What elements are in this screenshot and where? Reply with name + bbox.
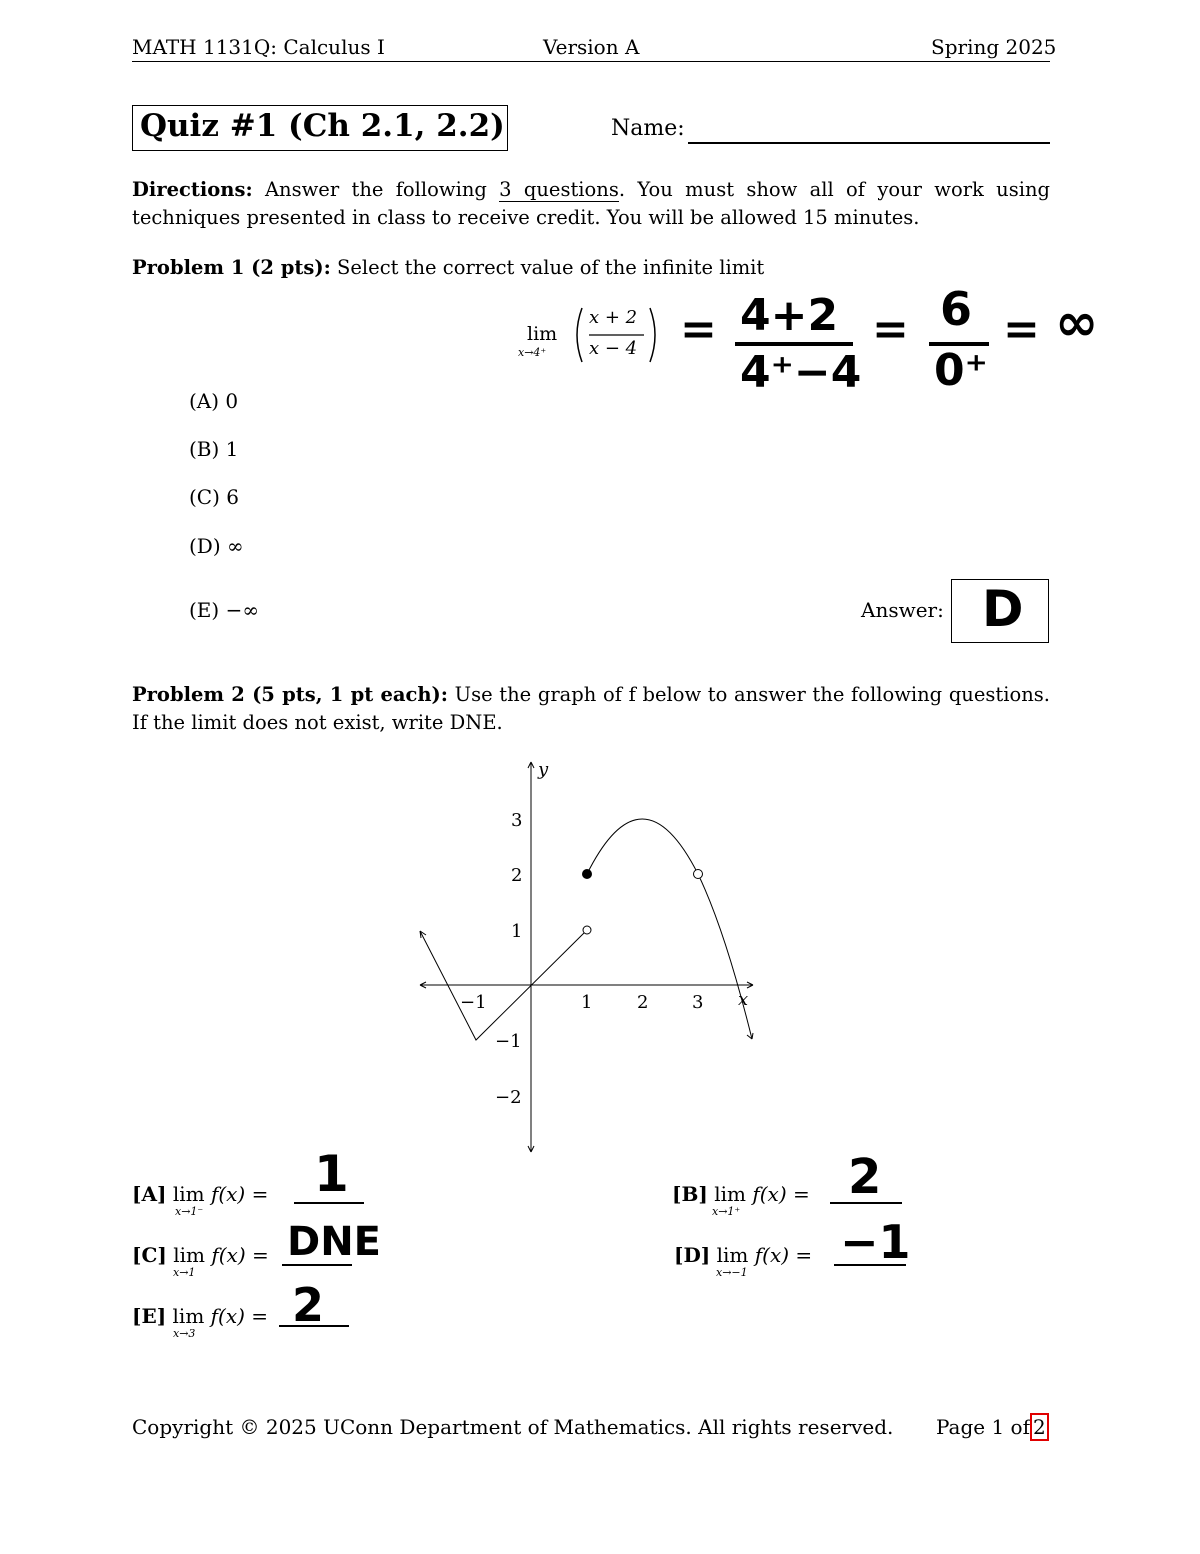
handwritten-equals-2: = [872,304,909,355]
part-b-label: [B] [672,1182,708,1206]
copyright-notice: Copyright © 2025 UConn Department of Mathematics. All rights reserved. [132,1415,894,1439]
name-field[interactable] [688,142,1050,144]
handwritten-equals-1: = [680,304,717,355]
part-e [132,1304,268,1328]
y-axis-label: y [538,759,549,780]
part-d-lim: lim [716,1243,749,1267]
directions [132,176,1050,232]
part-e-answer: 2 [292,1278,325,1332]
closed-point-1-2 [582,869,592,879]
handwritten-den-2: 0⁺ [934,345,988,396]
course-title: MATH 1131Q: Calculus I [132,35,385,59]
x-axis-label: x [738,989,749,1010]
problem1-heading [132,256,764,279]
y-tick-1: 1 [511,921,523,942]
choice-d[interactable]: (D) ∞ [189,534,244,558]
part-d-label: [D] [674,1243,711,1267]
choice-c[interactable]: (C) 6 [189,485,239,509]
handwritten-fraction-bar-1 [735,342,853,346]
x-tick-1: 1 [581,992,593,1013]
answer-label: Answer: [861,598,944,622]
part-c-sub: x→1 [173,1266,196,1279]
y-tick-3: 3 [511,810,523,831]
problem1-numerator: x + 2 [589,307,638,328]
part-a-label: [A] [132,1182,167,1206]
part-e-lim: lim [172,1304,205,1328]
choice-b[interactable]: (B) 1 [189,437,239,461]
open-point-1-1 [583,926,591,934]
part-d-expr: f(x) = [754,1243,813,1267]
part-a-lim: lim [172,1182,205,1206]
part-b-sub: x→1⁺ [712,1205,741,1218]
choice-a[interactable]: (A) 0 [189,389,239,413]
part-c-lim: lim [173,1243,205,1267]
part-d [674,1243,812,1267]
y-tick-2: 2 [511,865,523,886]
problem1-lim-sub: x→4⁺ [518,346,547,359]
curve-parabola-piece [587,819,753,1039]
part-a [132,1182,268,1206]
header-rule [132,61,1050,62]
part-b-answer: 2 [848,1149,882,1205]
part-e-label: [E] [132,1304,167,1328]
part-b-lim: lim [714,1182,746,1206]
y-tick-neg2: −2 [495,1087,522,1108]
quiz-title: Quiz #1 (Ch 2.1, 2.2) [140,108,505,144]
handwritten-result: ∞ [1055,293,1099,353]
part-e-sub: x→3 [173,1327,196,1340]
x-tick-2: 2 [637,992,649,1013]
version-label: Version A [543,35,640,59]
part-d-answer: −1 [840,1215,911,1269]
y-axis [528,762,534,1152]
problem2-label: Problem 2 (5 pts, 1 pt each): [132,683,448,706]
x-axis [420,982,753,988]
part-b-expr: f(x) = [752,1182,810,1206]
problem1-lim: lim [527,323,558,345]
problem1-prompt: Select the correct value of the infinite limit [337,256,765,279]
page-prefix: Page 1 of [936,1415,1031,1439]
choice-e[interactable]: (E) −∞ [189,598,259,622]
part-a-expr: f(x) = [210,1182,269,1206]
part-b [672,1182,810,1206]
name-label: Name: [611,116,685,141]
part-e-expr: f(x) = [210,1304,269,1328]
directions-label: Directions: [132,178,253,201]
part-c-label: [C] [132,1243,167,1267]
x-tick-3: 3 [692,992,704,1013]
part-c-expr: f(x) = [211,1243,269,1267]
term-label: Spring 2025 [931,35,1057,59]
part-a-sub: x→1⁻ [175,1205,204,1218]
problem1-label: Problem 1 (2 pts): [132,256,331,279]
function-graph [400,750,780,1170]
directions-text-pre: Answer the following [264,178,487,201]
handwritten-answer: D [982,580,1024,638]
problem2-prompt: Use the graph of f below to answer the following questions. If the limit does not exist, write DNE. [132,683,1050,734]
part-a-answer: 1 [314,1145,349,1203]
problem1-denominator: x − 4 [589,338,638,359]
part-d-sub: x→−1 [716,1266,748,1279]
x-tick-neg1: −1 [460,992,487,1013]
open-point-3-2 [694,870,703,879]
part-c-answer: DNE [287,1219,382,1265]
problem2-heading [132,681,1050,737]
handwritten-equals-3: = [1003,304,1040,355]
directions-text-post: . You must show all of your work using techniques presented in class to receive credit. You will be allowed 15 minutes. [132,178,1050,229]
page-indicator [936,1415,1049,1439]
handwritten-num-1: 4+2 [740,290,839,341]
page-total-link[interactable]: 2 [1030,1413,1049,1441]
handwritten-num-2: 6 [940,282,973,336]
y-tick-neg1: −1 [495,1031,522,1052]
directions-count: 3 questions [499,178,619,201]
part-c [132,1243,269,1267]
handwritten-den-1: 4⁺−4 [740,347,862,398]
